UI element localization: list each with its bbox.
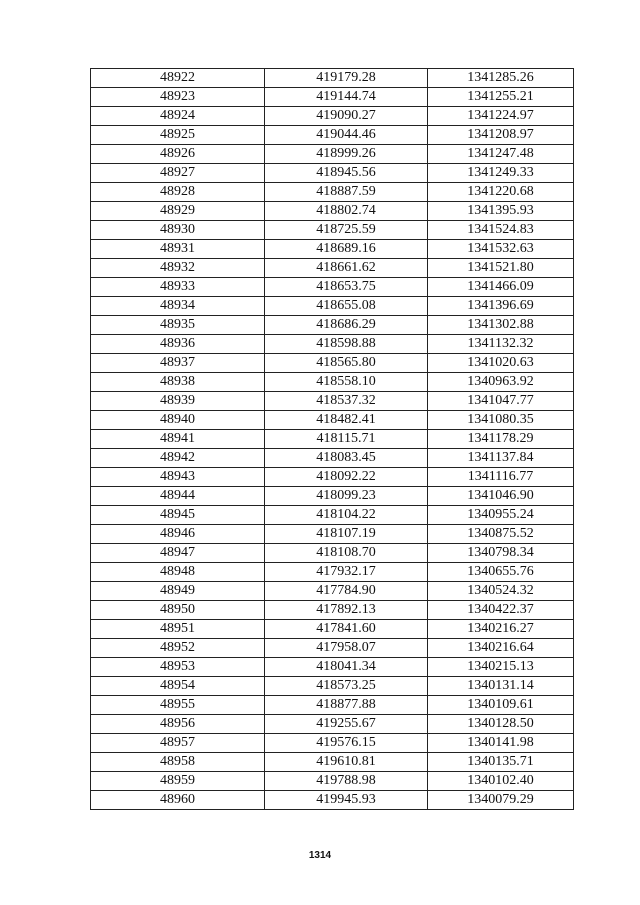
table-row: [91, 772, 574, 791]
x-coordinate-cell: 417841.60: [265, 620, 428, 639]
point-id-cell: 48926: [91, 145, 265, 164]
x-coordinate-cell: 418537.32: [265, 392, 428, 411]
y-coordinate-cell: 1341208.97: [428, 126, 574, 145]
y-coordinate-cell: 1341255.21: [428, 88, 574, 107]
x-coordinate-cell: 417784.90: [265, 582, 428, 601]
point-id-cell: 48924: [91, 107, 265, 126]
y-coordinate-cell: 1341116.77: [428, 468, 574, 487]
x-coordinate-cell: 419945.93: [265, 791, 428, 810]
point-id-cell: 48942: [91, 449, 265, 468]
table-row: [91, 639, 574, 658]
y-coordinate-cell: 1341132.32: [428, 335, 574, 354]
point-id-cell: 48960: [91, 791, 265, 810]
y-coordinate-cell: 1340216.27: [428, 620, 574, 639]
point-id-cell: 48928: [91, 183, 265, 202]
x-coordinate-cell: 418565.80: [265, 354, 428, 373]
table-row: [91, 240, 574, 259]
x-coordinate-cell: 419255.67: [265, 715, 428, 734]
x-coordinate-cell: 418877.88: [265, 696, 428, 715]
x-coordinate-cell: 419610.81: [265, 753, 428, 772]
point-id-cell: 48947: [91, 544, 265, 563]
table-row: [91, 753, 574, 772]
point-id-cell: 48923: [91, 88, 265, 107]
coordinates-table: [90, 68, 574, 810]
y-coordinate-cell: 1340422.37: [428, 601, 574, 620]
y-coordinate-cell: 1340216.64: [428, 639, 574, 658]
x-coordinate-cell: 418661.62: [265, 259, 428, 278]
coordinates-table-body: [91, 69, 574, 810]
table-row: [91, 316, 574, 335]
x-coordinate-cell: 418802.74: [265, 202, 428, 221]
x-coordinate-cell: 418573.25: [265, 677, 428, 696]
table-row: [91, 88, 574, 107]
table-row: [91, 69, 574, 88]
table-row: [91, 354, 574, 373]
table-row: [91, 430, 574, 449]
y-coordinate-cell: 1340131.14: [428, 677, 574, 696]
table-row: [91, 506, 574, 525]
y-coordinate-cell: 1340128.50: [428, 715, 574, 734]
point-id-cell: 48944: [91, 487, 265, 506]
table-row: [91, 449, 574, 468]
y-coordinate-cell: 1341395.93: [428, 202, 574, 221]
point-id-cell: 48957: [91, 734, 265, 753]
table-row: [91, 373, 574, 392]
y-coordinate-cell: 1340079.29: [428, 791, 574, 810]
point-id-cell: 48940: [91, 411, 265, 430]
table-row: [91, 107, 574, 126]
point-id-cell: 48951: [91, 620, 265, 639]
table-row: [91, 468, 574, 487]
table-row: [91, 411, 574, 430]
x-coordinate-cell: 418653.75: [265, 278, 428, 297]
point-id-cell: 48933: [91, 278, 265, 297]
table-row: [91, 734, 574, 753]
y-coordinate-cell: 1340655.76: [428, 563, 574, 582]
y-coordinate-cell: 1340215.13: [428, 658, 574, 677]
y-coordinate-cell: 1341137.84: [428, 449, 574, 468]
y-coordinate-cell: 1341046.90: [428, 487, 574, 506]
point-id-cell: 48938: [91, 373, 265, 392]
y-coordinate-cell: 1341247.48: [428, 145, 574, 164]
point-id-cell: 48956: [91, 715, 265, 734]
table-row: [91, 183, 574, 202]
table-row: [91, 297, 574, 316]
table-row: [91, 677, 574, 696]
y-coordinate-cell: 1341396.69: [428, 297, 574, 316]
y-coordinate-cell: 1340524.32: [428, 582, 574, 601]
point-id-cell: 48925: [91, 126, 265, 145]
x-coordinate-cell: 418482.41: [265, 411, 428, 430]
y-coordinate-cell: 1341302.88: [428, 316, 574, 335]
table-row: [91, 392, 574, 411]
y-coordinate-cell: 1340798.34: [428, 544, 574, 563]
point-id-cell: 48932: [91, 259, 265, 278]
y-coordinate-cell: 1340135.71: [428, 753, 574, 772]
point-id-cell: 48952: [91, 639, 265, 658]
point-id-cell: 48953: [91, 658, 265, 677]
table-row: [91, 259, 574, 278]
point-id-cell: 48941: [91, 430, 265, 449]
point-id-cell: 48959: [91, 772, 265, 791]
y-coordinate-cell: 1340109.61: [428, 696, 574, 715]
page-number: 1314: [308, 850, 332, 861]
point-id-cell: 48929: [91, 202, 265, 221]
point-id-cell: 48934: [91, 297, 265, 316]
table-row: [91, 202, 574, 221]
x-coordinate-cell: 418558.10: [265, 373, 428, 392]
point-id-cell: 48927: [91, 164, 265, 183]
table-row: [91, 658, 574, 677]
point-id-cell: 48936: [91, 335, 265, 354]
x-coordinate-cell: 418999.26: [265, 145, 428, 164]
table-row: [91, 525, 574, 544]
x-coordinate-cell: 419044.46: [265, 126, 428, 145]
point-id-cell: 48937: [91, 354, 265, 373]
y-coordinate-cell: 1341524.83: [428, 221, 574, 240]
point-id-cell: 48943: [91, 468, 265, 487]
x-coordinate-cell: 418115.71: [265, 430, 428, 449]
point-id-cell: 48949: [91, 582, 265, 601]
y-coordinate-cell: 1340963.92: [428, 373, 574, 392]
y-coordinate-cell: 1341178.29: [428, 430, 574, 449]
x-coordinate-cell: 418083.45: [265, 449, 428, 468]
y-coordinate-cell: 1341249.33: [428, 164, 574, 183]
x-coordinate-cell: 418887.59: [265, 183, 428, 202]
table-row: [91, 791, 574, 810]
x-coordinate-cell: 418598.88: [265, 335, 428, 354]
x-coordinate-cell: 419788.98: [265, 772, 428, 791]
point-id-cell: 48922: [91, 69, 265, 88]
point-id-cell: 48958: [91, 753, 265, 772]
point-id-cell: 48935: [91, 316, 265, 335]
x-coordinate-cell: 418107.19: [265, 525, 428, 544]
x-coordinate-cell: 419576.15: [265, 734, 428, 753]
x-coordinate-cell: 418099.23: [265, 487, 428, 506]
x-coordinate-cell: 418092.22: [265, 468, 428, 487]
x-coordinate-cell: 418041.34: [265, 658, 428, 677]
point-id-cell: 48946: [91, 525, 265, 544]
point-id-cell: 48950: [91, 601, 265, 620]
y-coordinate-cell: 1340102.40: [428, 772, 574, 791]
table-row: [91, 715, 574, 734]
table-row: [91, 221, 574, 240]
x-coordinate-cell: 418725.59: [265, 221, 428, 240]
point-id-cell: 48939: [91, 392, 265, 411]
y-coordinate-cell: 1341521.80: [428, 259, 574, 278]
x-coordinate-cell: 419090.27: [265, 107, 428, 126]
table-row: [91, 601, 574, 620]
x-coordinate-cell: 418945.56: [265, 164, 428, 183]
y-coordinate-cell: 1341466.09: [428, 278, 574, 297]
table-row: [91, 126, 574, 145]
table-row: [91, 696, 574, 715]
y-coordinate-cell: 1341080.35: [428, 411, 574, 430]
point-id-cell: 48931: [91, 240, 265, 259]
table-row: [91, 544, 574, 563]
point-id-cell: 48954: [91, 677, 265, 696]
y-coordinate-cell: 1340875.52: [428, 525, 574, 544]
x-coordinate-cell: 419179.28: [265, 69, 428, 88]
table-row: [91, 164, 574, 183]
table-row: [91, 620, 574, 639]
point-id-cell: 48948: [91, 563, 265, 582]
point-id-cell: 48930: [91, 221, 265, 240]
y-coordinate-cell: 1341532.63: [428, 240, 574, 259]
y-coordinate-cell: 1341047.77: [428, 392, 574, 411]
table-row: [91, 487, 574, 506]
x-coordinate-cell: 418655.08: [265, 297, 428, 316]
x-coordinate-cell: 417932.17: [265, 563, 428, 582]
table-row: [91, 278, 574, 297]
table-row: [91, 335, 574, 354]
x-coordinate-cell: 419144.74: [265, 88, 428, 107]
y-coordinate-cell: 1341285.26: [428, 69, 574, 88]
y-coordinate-cell: 1341224.97: [428, 107, 574, 126]
x-coordinate-cell: 417958.07: [265, 639, 428, 658]
y-coordinate-cell: 1340955.24: [428, 506, 574, 525]
x-coordinate-cell: 417892.13: [265, 601, 428, 620]
x-coordinate-cell: 418689.16: [265, 240, 428, 259]
point-id-cell: 48955: [91, 696, 265, 715]
x-coordinate-cell: 418108.70: [265, 544, 428, 563]
y-coordinate-cell: 1340141.98: [428, 734, 574, 753]
y-coordinate-cell: 1341220.68: [428, 183, 574, 202]
table-row: [91, 582, 574, 601]
table-row: [91, 563, 574, 582]
point-id-cell: 48945: [91, 506, 265, 525]
x-coordinate-cell: 418104.22: [265, 506, 428, 525]
y-coordinate-cell: 1341020.63: [428, 354, 574, 373]
table-row: [91, 145, 574, 164]
x-coordinate-cell: 418686.29: [265, 316, 428, 335]
